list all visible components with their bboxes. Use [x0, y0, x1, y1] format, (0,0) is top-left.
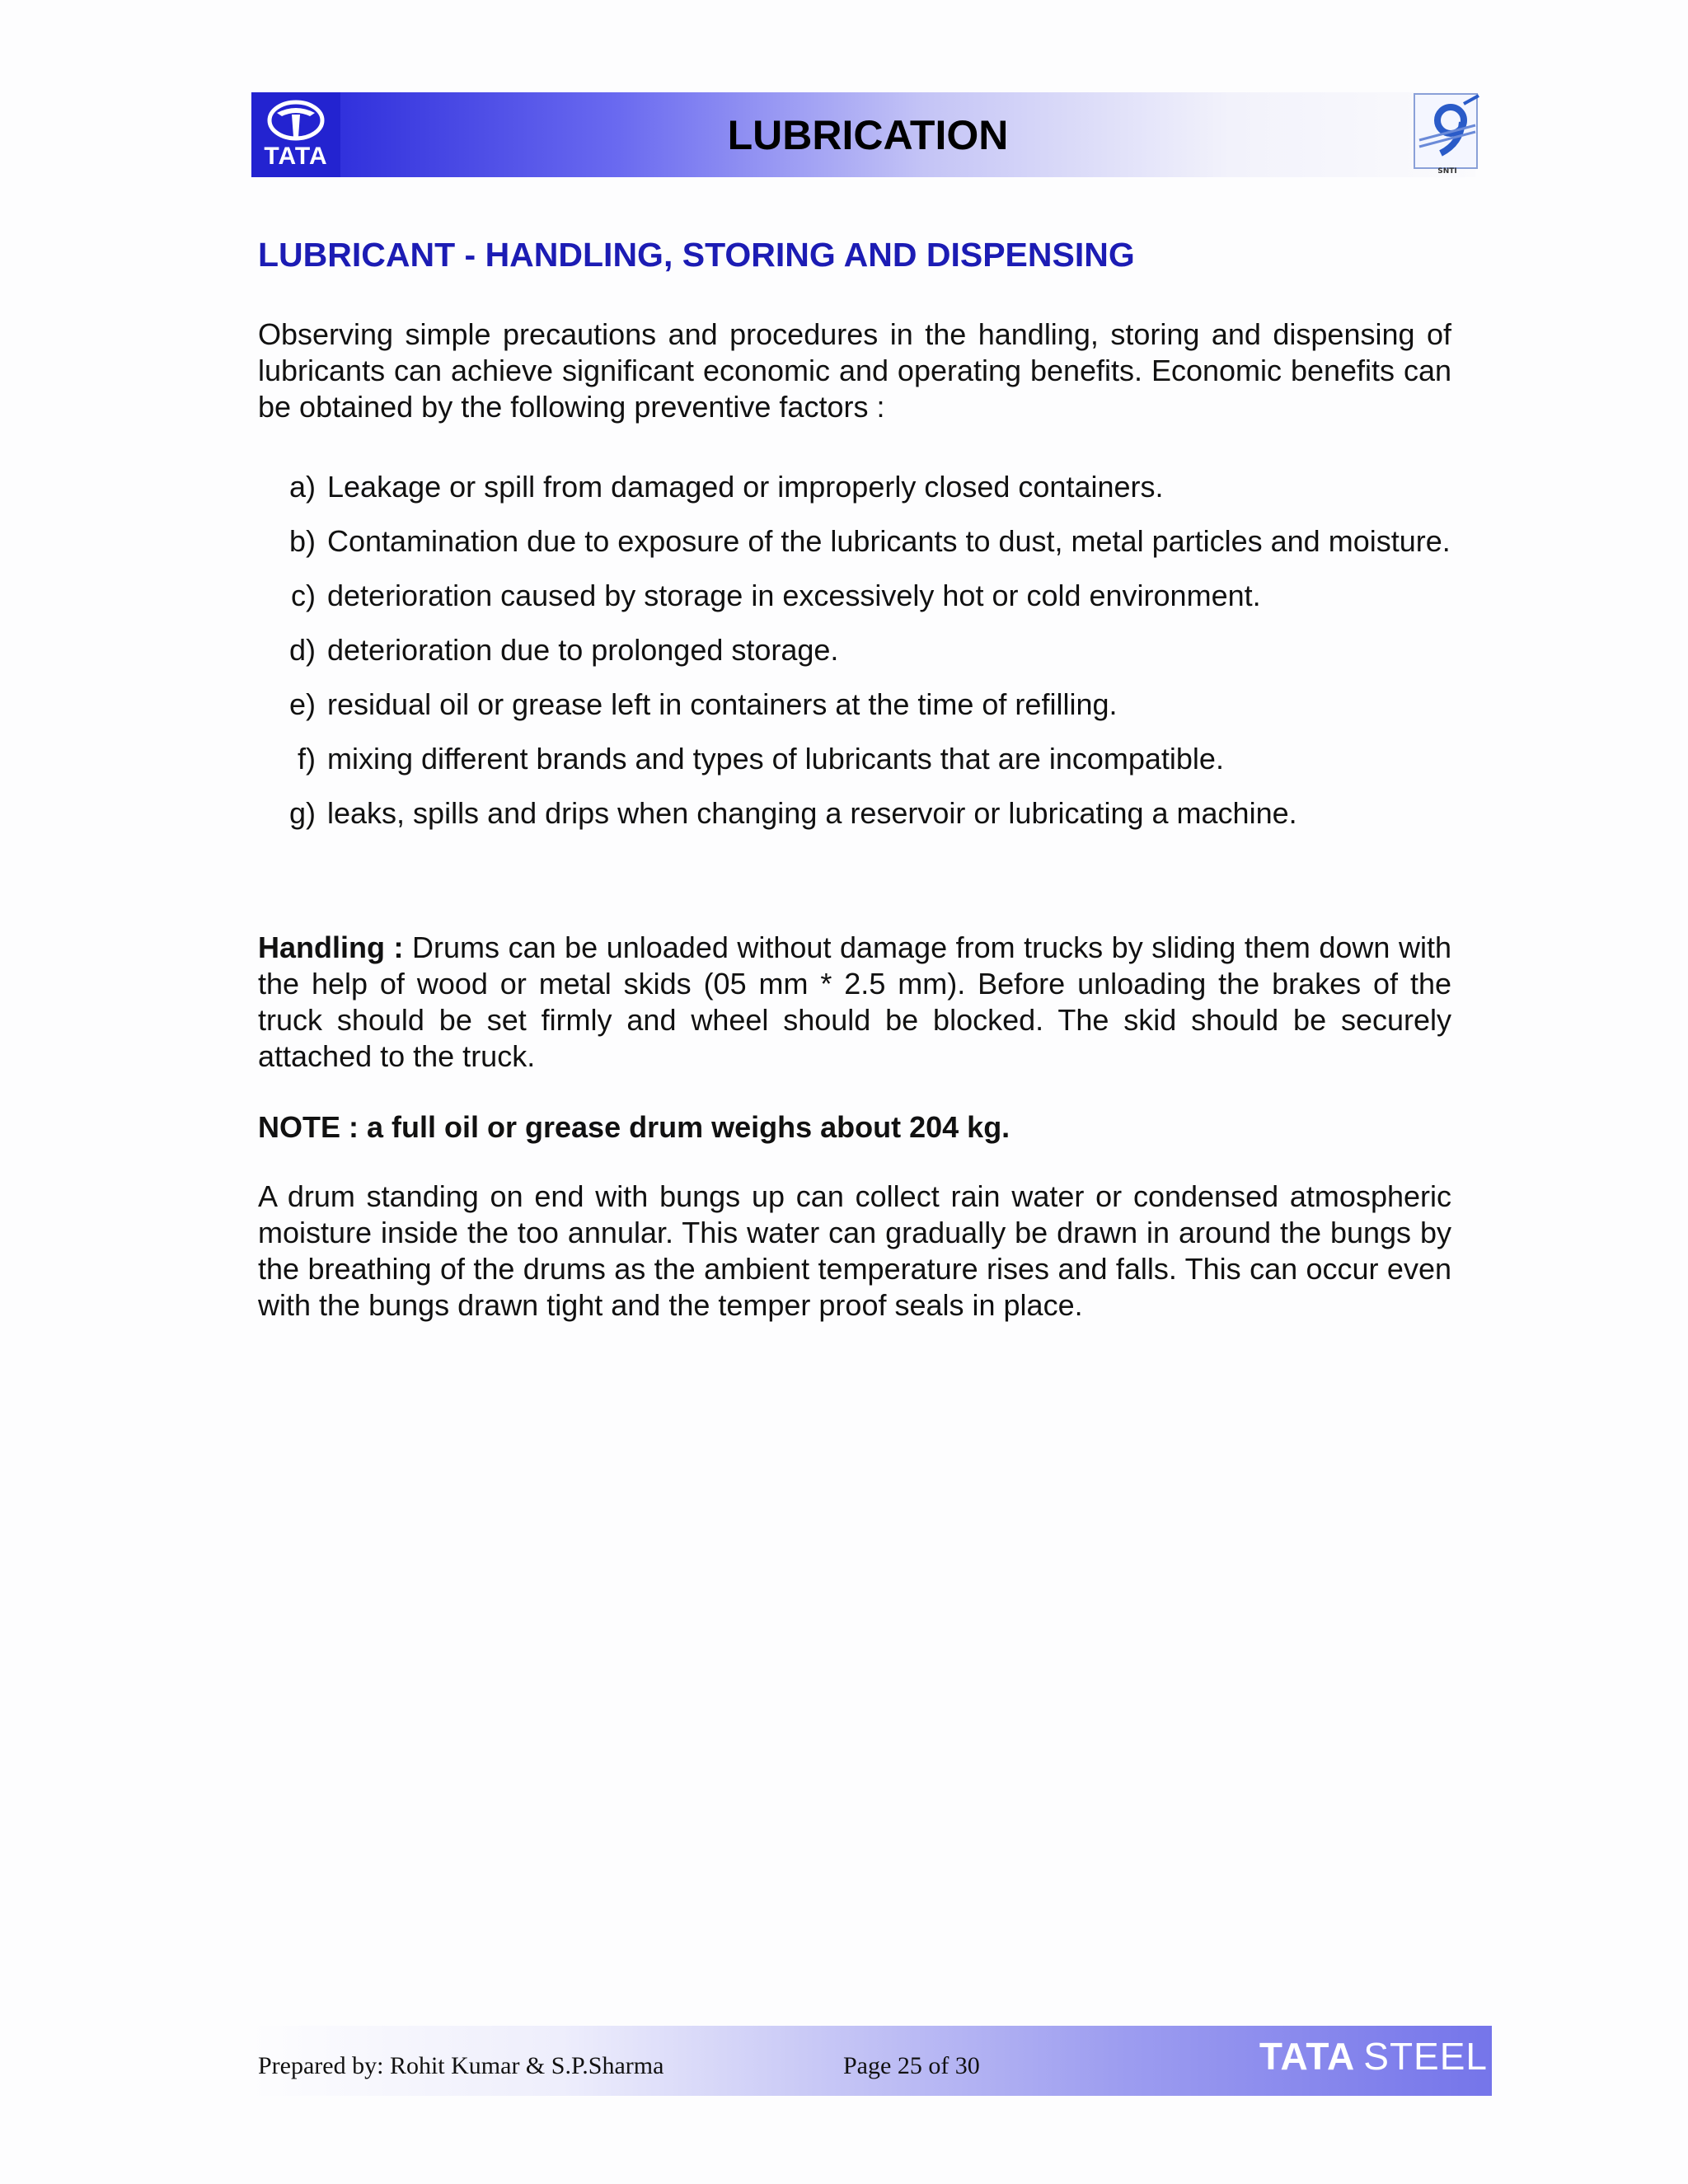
list-marker: f): [298, 742, 316, 776]
footer-page-number: Page 25 of 30: [843, 2052, 980, 2079]
list-item: [258, 569, 1451, 623]
brand-tata: TATA: [1259, 2035, 1356, 2078]
snti-emblem-icon: [1411, 92, 1484, 177]
list-marker: b): [288, 524, 316, 558]
list-item-text: mixing different brands and types of lubricants that are incompatible.: [327, 742, 1224, 776]
list-item-text: residual oil or grease left in containers at the time of refilling.: [327, 687, 1118, 721]
list-item: [258, 514, 1451, 569]
list-item-text: Contamination due to exposure of the lubricants to dust, metal particles and moisture.: [327, 524, 1451, 558]
section-title: LUBRICANT - HANDLING, STORING AND DISPENSING: [258, 236, 1135, 274]
list-marker: a): [288, 470, 316, 504]
list-item-text: deterioration caused by storage in excessively hot or cold environment.: [327, 579, 1261, 612]
footer-prepared-by: Prepared by: Rohit Kumar & S.P.Sharma: [258, 2052, 664, 2079]
list-marker: d): [288, 633, 316, 667]
list-item: [258, 786, 1451, 841]
list-item-text: leaks, spills and drips when changing a reservoir or lubricating a machine.: [327, 796, 1297, 830]
list-item: [258, 677, 1451, 732]
tata-steel-logo: [1259, 2027, 1488, 2085]
list-item-text: deterioration due to prolonged storage.: [327, 633, 839, 667]
list-marker: g): [288, 796, 316, 830]
handling-label: Handling :: [258, 930, 404, 964]
drum-paragraph: A drum standing on end with bungs up can collect rain water or condensed atmospheric moisture inside the too annular. This water can gradually be drawn in around the bungs by the breathing of the drums as the ambient temperature rises and falls. This can occur even with the bungs drawn tight and the temper proof seals in place.: [258, 1179, 1451, 1322]
handling-paragraph: [258, 930, 1451, 1075]
tata-emblem-icon: [267, 100, 325, 141]
factors-list: [258, 460, 1451, 841]
handling-text: Drums can be unloaded without damage from trucks by sliding them down with the help of wood or metal skids (05 mm * 2.5 mm). Before unloading the brakes of the truck should be set firmly and wheel should be blocked. The skid should be securely attached to the truck.: [258, 930, 1452, 1073]
list-marker: e): [288, 687, 316, 721]
svg-text:SNTI: SNTI: [1437, 167, 1457, 176]
list-item: [258, 732, 1451, 786]
list-item-text: Leakage or spill from damaged or improperly closed containers.: [327, 470, 1164, 504]
list-item: [258, 460, 1451, 514]
intro-paragraph: Observing simple precautions and procedures in the handling, storing and dispensing of lubricants can achieve significant economic and operating benefits. Economic benefits can be obtained by the following preventive factors :: [258, 317, 1451, 424]
tata-logo-text: TATA: [264, 142, 328, 170]
list-item: [258, 623, 1451, 677]
note-text: NOTE : a full oil or grease drum weighs about 204 kg.: [258, 1110, 1010, 1144]
tata-logo: [251, 92, 340, 177]
page-title: LUBRICATION: [727, 111, 1009, 158]
brand-steel: STEEL: [1363, 2035, 1488, 2078]
snti-logo: [1411, 92, 1484, 177]
list-marker: c): [291, 579, 316, 612]
